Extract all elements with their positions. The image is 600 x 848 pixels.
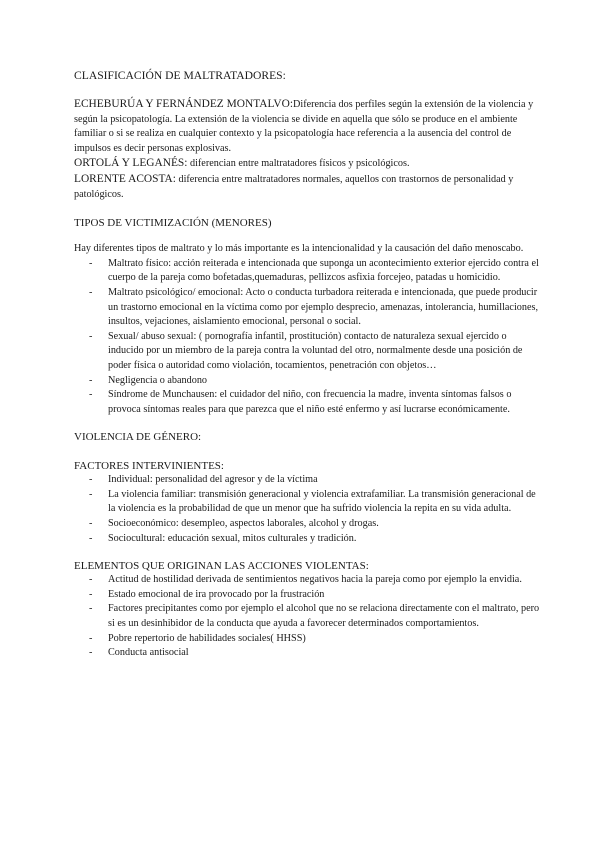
list-item: - Negligencia o abandono xyxy=(74,374,540,389)
heading-tipos-victimizacion: TIPOS DE VICTIMIZACIÓN (MENORES) xyxy=(74,217,272,230)
elementos-list xyxy=(74,573,540,661)
list-item: - Conducta antisocial xyxy=(74,646,540,661)
list-item: - Individual: personalidad del agresor y de la víctima xyxy=(74,473,540,488)
author-echeburua xyxy=(74,97,540,156)
victimizacion-intro: Hay diferentes tipos de maltrato y lo más importante es la intencionalidad y la causación del daño menoscabo. xyxy=(74,243,524,255)
list-item: - Estado emocional de ira provocado por la frustración xyxy=(74,588,540,603)
list-item: - Actitud de hostilidad derivada de sentimientos negativos hacia la pareja como por ejemplo la envidia. xyxy=(74,573,540,588)
author-description: Diferencia dos perfiles según la extensión de la violencia y según la psicopatología. La extensión de la violencia se divide en aquella que sólo se produce en el ambiente familiar o si se realiza en cualquier contexto y la psicopatología hace referencia a la ausencia del control de impulsos es decir personas explosivas. xyxy=(74,99,534,154)
list-item: - Síndrome de Munchausen: el cuidador del niño, con frecuencia la madre, inventa síntomas falsos o provoca síntomas reales para que parezca que el niño esté enfermo y así lucrarse económicamente. xyxy=(74,388,540,417)
victimizacion-list xyxy=(74,257,540,418)
author-name: ECHEBURÚA Y FERNÁNDEZ MONTALVO: xyxy=(74,98,293,110)
heading-violencia-genero: VIOLENCIA DE GÉNERO: xyxy=(74,431,202,444)
author-name: LORENTE ACOSTA: xyxy=(74,172,176,185)
author-description: diferencian entre maltratadores físicos y psicológicos. xyxy=(187,158,410,170)
list-item: - Sexual/ abuso sexual: ( pornografía infantil, prostitución) contacto de naturaleza sexual ejercido o inducido por un miembro de la pareja contra la voluntad del otro, normalmente desde una posición de poder física o autoridad como violación, tocamientos, penetración con objetos… xyxy=(74,330,540,374)
list-item: - Sociocultural: educación sexual, mitos culturales y tradición. xyxy=(74,532,540,547)
heading-clasificacion-maltratadores: CLASIFICACIÓN DE MALTRATADORES: xyxy=(74,69,286,82)
list-item: - Pobre repertorio de habilidades sociales( HHSS) xyxy=(74,632,540,647)
list-item: - Factores precipitantes como por ejemplo el alcohol que no se relaciona directamente con el maltrato, pero si es un desinhibidor de la conducta que ayuda a favorecer determinados comportamientos. xyxy=(74,602,540,631)
heading-elementos-acciones-violentas: ELEMENTOS QUE ORIGINAN LAS ACCIONES VIOLENTAS: xyxy=(74,560,369,573)
list-item: - Socioeconómico: desempleo, aspectos laborales, alcohol y drogas. xyxy=(74,517,540,532)
list-item: - Maltrato físico: acción reiterada e intencionada que suponga un acontecimiento exterior ejercido contra el cuerpo de la pareja como bofetadas,quemaduras, pellizcos asfixia forcejeo, patadas u homicidio. xyxy=(74,257,540,286)
list-item: - La violencia familiar: transmisión generacional y violencia extrafamiliar. La transmisión generacional de la violencia es la probabilidad de que un menor que ha sufrido violencia la repita en su vida adulta. xyxy=(74,488,540,517)
list-item: - Maltrato psicológico/ emocional: Acto o conducta turbadora reiterada e intencionada, que puede producir un trastorno emocional en la víctima como por ejemplo desprecio, amenazas, intolerancia, humillaciones, insultos, vejaciones, aislamiento emocional, personal o social. xyxy=(74,286,540,330)
author-description: diferencia entre maltratadores normales, aquellos con trastornos de personalidad y patológicos. xyxy=(74,173,514,200)
author-lorente xyxy=(74,172,540,202)
author-ortola xyxy=(74,156,540,172)
factores-list xyxy=(74,473,540,546)
heading-factores-intervinientes: FACTORES INTERVINIENTES: xyxy=(74,460,224,473)
author-name: ORTOLÁ Y LEGANÉS: xyxy=(74,157,188,170)
